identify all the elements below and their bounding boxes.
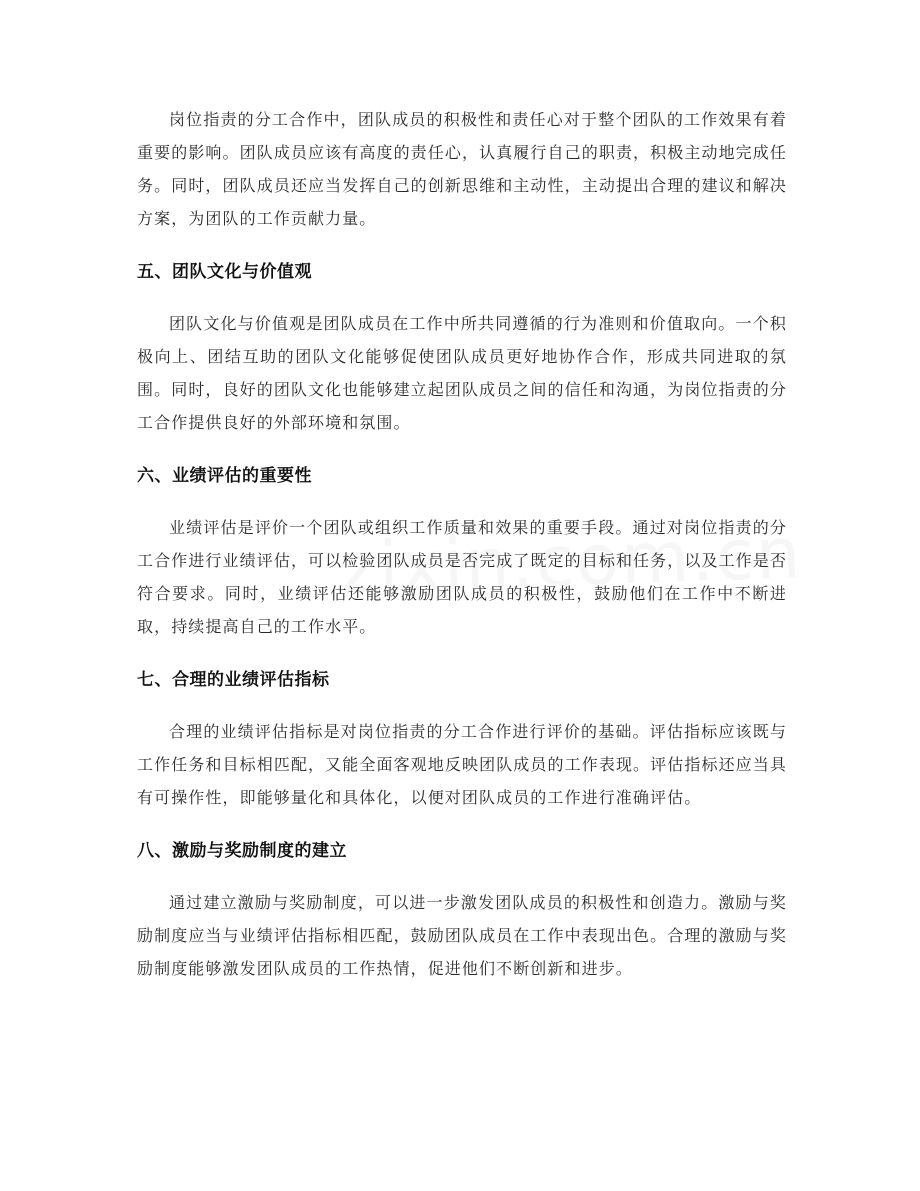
section-5-paragraph: 团队文化与价值观是团队成员在工作中所共同遵循的行为准则和价值取向。一个积极向上、团结互助的团队文化能够促使团队成员更好地协作合作，形成共同进取的氛围。同时，良好的团队文化也能够建立起团队成员之间的信任和沟通，为岗位指责的分工合作提供良好的外部环境和氛围。 <box>137 314 787 432</box>
intro-paragraph: 岗位指责的分工合作中，团队成员的积极性和责任心对于整个团队的工作效果有着重要的影响。团队成员应该有高度的责任心，认真履行自己的职责，积极主动地完成任务。同时，团队成员还应当发挥自己的创新思维和主动性，主动提出合理的建议和解决方案，为团队的工作贡献力量。 <box>137 110 787 228</box>
section-5-heading: 五、团队文化与价值观 <box>137 262 312 282</box>
section-8-heading: 八、激励与奖励制度的建立 <box>137 841 347 861</box>
section-8-paragraph: 通过建立激励与奖励制度，可以进一步激发团队成员的积极性和创造力。激励与奖励制度应当与业绩评估指标相匹配，鼓励团队成员在工作中表现出色。合理的激励与奖励制度能够激发团队成员的工作热情，促进他们不断创新和进步。 <box>137 893 787 978</box>
section-7-paragraph: 合理的业绩评估指标是对岗位指责的分工合作进行评价的基础。评估指标应该既与工作任务和目标相匹配，又能全面客观地反映团队成员的工作表现。评估指标还应当具有可操作性，即能够量化和具体化，以便对团队成员的工作进行准确评估。 <box>137 722 787 807</box>
document-body <box>137 103 787 985</box>
section-7-heading: 七、合理的业绩评估指标 <box>137 670 330 690</box>
section-6-heading: 六、业绩评估的重要性 <box>137 466 312 486</box>
section-6-paragraph: 业绩评估是评价一个团队或组织工作质量和效果的重要手段。通过对岗位指责的分工合作进行业绩评估，可以检验团队成员是否完成了既定的目标和任务，以及工作是否符合要求。同时，业绩评估还能够激励团队成员的积极性，鼓励他们在工作中不断进取，持续提高自己的工作水平。 <box>137 518 787 636</box>
